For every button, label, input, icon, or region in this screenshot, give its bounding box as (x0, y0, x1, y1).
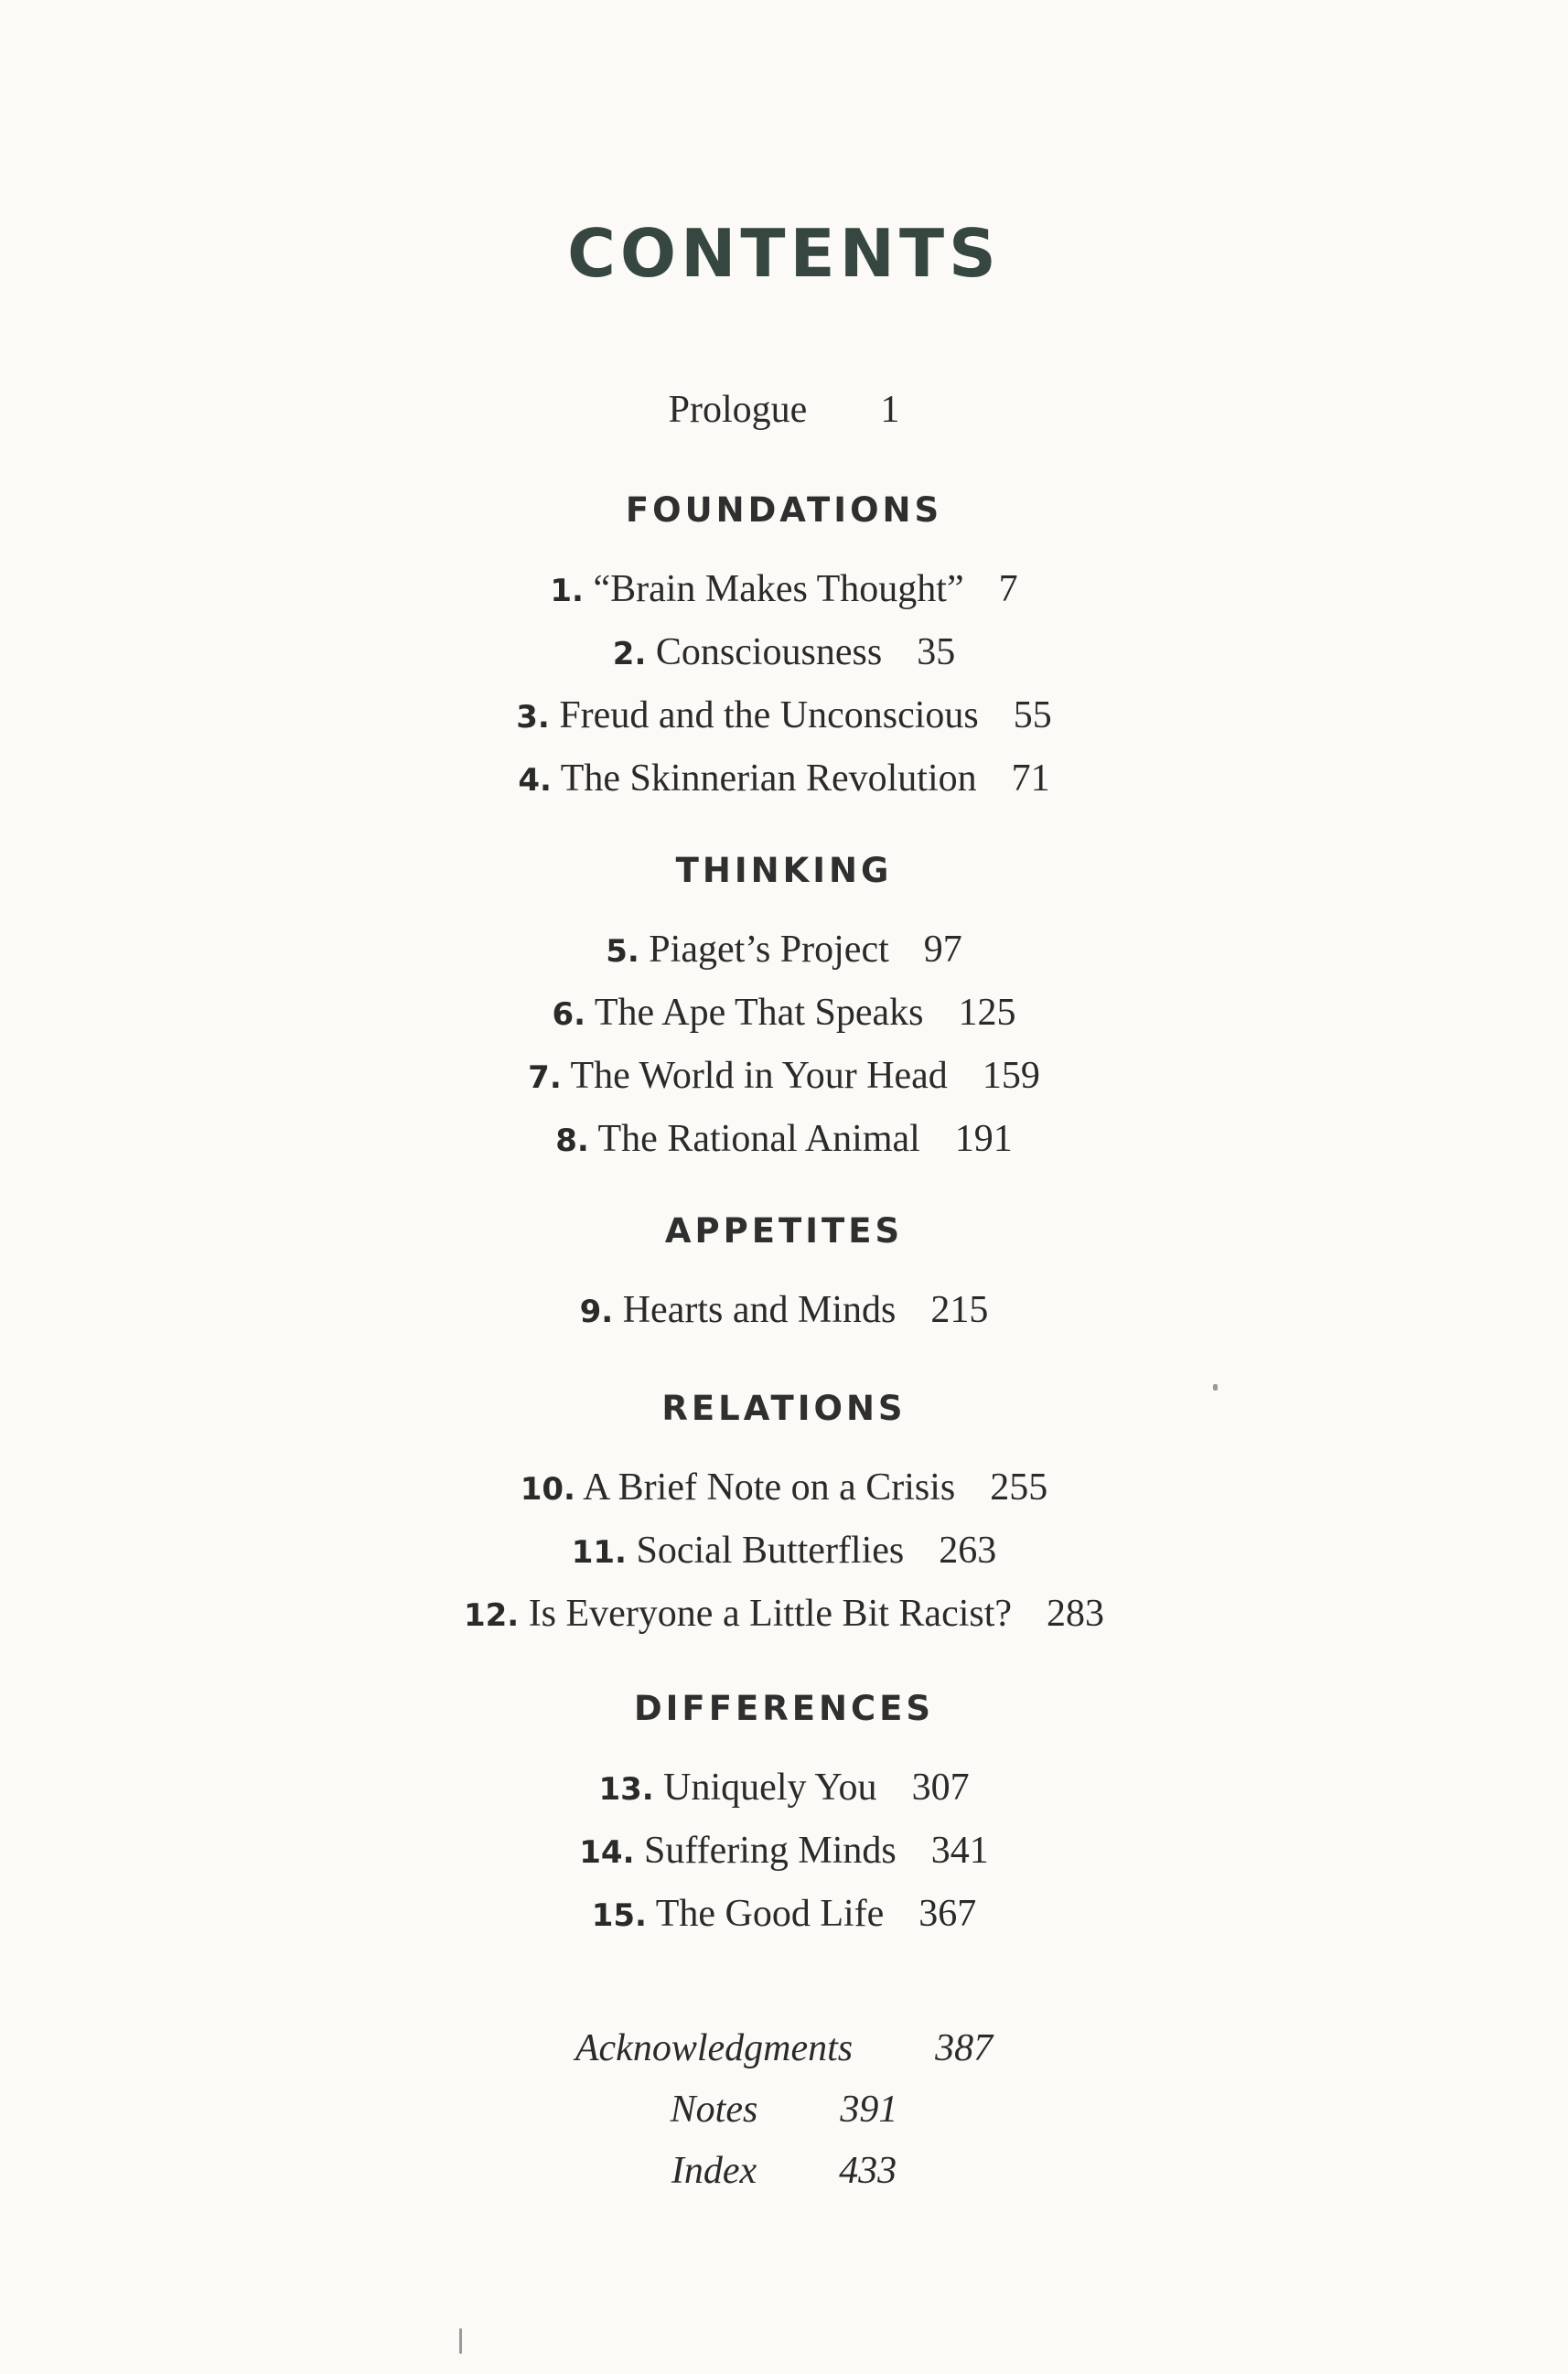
section-relations (0, 1386, 1568, 1647)
entry-page: 433 (839, 2150, 897, 2192)
toc-entry (0, 685, 1568, 748)
entry-page: 255 (990, 1466, 1048, 1509)
entry-page: 71 (1011, 757, 1050, 800)
scan-speck (1213, 1384, 1218, 1391)
toc-entry (0, 1884, 1568, 1947)
toc-entry (0, 983, 1568, 1046)
entry-page: 191 (954, 1118, 1013, 1160)
entry-number: 10. (520, 1471, 575, 1508)
section-heading: DIFFERENCES (633, 1689, 935, 1728)
entry-number: 14. (579, 1834, 635, 1871)
toc-entry (0, 1821, 1568, 1884)
entry-page: 283 (1047, 1593, 1105, 1635)
entry-page: 391 (840, 2089, 898, 2131)
entry-page: 307 (911, 1767, 970, 1809)
entry-number: 6. (552, 996, 586, 1033)
toc-entry (0, 1757, 1568, 1821)
entry-page: 35 (917, 631, 956, 673)
section-heading: FOUNDATIONS (625, 490, 943, 530)
entry-number: 7. (528, 1059, 562, 1096)
entry-number: 2. (612, 636, 647, 672)
entry-number: 3. (516, 699, 550, 736)
toc-entry (0, 748, 1568, 811)
entry-page: 341 (930, 1830, 989, 1872)
scan-speck (459, 2328, 462, 2354)
entry-number: 1. (550, 573, 584, 609)
entry-title: A Brief Note on a Crisis (583, 1466, 956, 1509)
entry-title: Piaget’s Project (649, 929, 889, 971)
entry-title: “Brain Makes Thought” (593, 568, 964, 610)
entry-title: The World in Your Head (570, 1055, 948, 1097)
entry-title: Is Everyone a Little Bit Racist? (528, 1593, 1013, 1635)
entry-page: 97 (923, 929, 962, 971)
toc-entry (0, 1520, 1568, 1584)
toc-entry (0, 1280, 1568, 1343)
section-heading: RELATIONS (661, 1389, 907, 1428)
back-matter (0, 2018, 1568, 2202)
entry-number: 12. (463, 1597, 520, 1634)
entry-page: 55 (1013, 694, 1052, 736)
entry-title: Acknowledgments (575, 2027, 854, 2069)
entry-page: 215 (930, 1289, 989, 1331)
entry-number: 15. (591, 1897, 647, 1934)
entry-page: 387 (935, 2027, 993, 2069)
entry-title: Hearts and Minds (622, 1289, 897, 1331)
section-heading: THINKING (675, 851, 893, 890)
entry-number: 9. (579, 1294, 614, 1330)
entry-title: Uniquely You (663, 1767, 877, 1809)
toc-entry-notes (0, 2079, 1568, 2141)
section-thinking (0, 848, 1568, 1172)
entry-title: The Good Life (655, 1893, 885, 1935)
entry-title: Social Butterflies (636, 1530, 905, 1572)
entry-page: 7 (998, 568, 1018, 610)
entry-page: 367 (918, 1893, 977, 1935)
toc-entry-index (0, 2141, 1568, 2202)
entry-title: The Skinnerian Revolution (560, 757, 977, 800)
entry-number: 13. (598, 1771, 654, 1808)
toc-entry (0, 1109, 1568, 1172)
section-heading: APPETITES (664, 1211, 904, 1251)
toc-entry-prologue (0, 380, 1568, 441)
toc-entry (0, 559, 1568, 622)
entry-title: Notes (670, 2089, 758, 2131)
entry-title: Index (671, 2150, 757, 2192)
toc-entry (0, 1584, 1568, 1647)
entry-number: 5. (606, 933, 639, 970)
entry-number: 4. (518, 762, 552, 799)
entry-title: The Rational Animal (597, 1118, 920, 1160)
section-differences (0, 1686, 1568, 1947)
prologue-block (0, 380, 1568, 441)
toc-entry (0, 1457, 1568, 1520)
entry-title: Consciousness (655, 631, 883, 673)
entry-page: 159 (982, 1055, 1040, 1097)
page-title: CONTENTS (567, 215, 1001, 292)
section-appetites (0, 1208, 1568, 1343)
toc-entry-acknowledgments (0, 2018, 1568, 2079)
toc-entry (0, 1046, 1568, 1109)
entry-number: 11. (571, 1534, 627, 1571)
entry-title: Suffering Minds (644, 1830, 897, 1872)
toc-entry (0, 919, 1568, 983)
entry-title: The Ape That Speaks (594, 992, 924, 1034)
entry-number: 8. (555, 1123, 589, 1159)
entry-title: Freud and the Unconscious (559, 694, 979, 736)
section-foundations (0, 488, 1568, 811)
entry-page: 263 (939, 1530, 997, 1572)
toc-entry (0, 622, 1568, 685)
entry-page: 125 (958, 992, 1016, 1034)
entry-title: Prologue (668, 389, 808, 431)
entry-page: 1 (880, 389, 900, 431)
